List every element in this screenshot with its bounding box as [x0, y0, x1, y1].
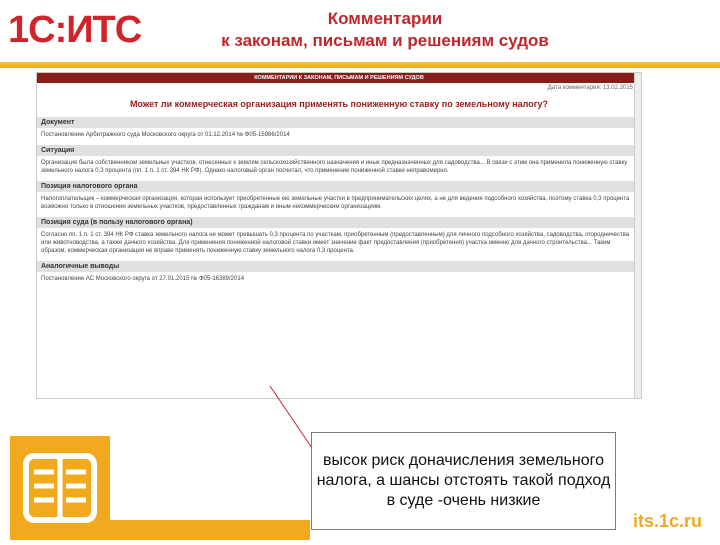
- section-text: Постановление АС Московского округа от 27.01.2015 № Ф05-16389/2014: [41, 276, 245, 282]
- title-line-2: к законам, письмам и решениям судов: [221, 31, 549, 50]
- title-line-1: Комментарии: [327, 9, 443, 28]
- section-heading: Позиция налогового органа: [37, 181, 641, 192]
- section-heading: Позиция суда (в пользу налогового органа): [37, 217, 641, 228]
- footer-accent-strip: [110, 520, 310, 540]
- section-heading: Аналогичные выводы: [37, 261, 641, 272]
- section-text: Согласно пп. 1 п. 1 ст. 394 НК РФ ставка земельного налога не может превышать 0,3 процента по участкам, приобретенным (предоставленным) для личного подсобного хозяйства, садоводства, огородничества или животноводства, а также дачного хозяйства. Для применения пониженной налоговой ставки имеет значение факт предоставления (приобретения) участка именно для дачного строительства... Таким образом, коммерческая организация не вправе применять пониженную ставку земельного налога 0,3 процента.: [41, 232, 630, 254]
- its-logo: 1С:ИТС: [8, 9, 142, 51]
- section-text: Организация была собственником земельных участков, отнесенных к землям сельскохозяйственного назначения и иных предназначенных для садоводства... В связи с этим она применила пониженную ставку земельного налога 0,3 процента (пп. 1 п. 1 ст. 394 НК РФ). Однако налоговый орган посчитал, что применение пониженной ставки неправомерно.: [41, 160, 628, 174]
- section-text: Постановление Арбитражного суда Московского округа от 01.12.2014 № Ф05-15986/2014: [41, 132, 290, 138]
- section-heading: Ситуация: [37, 145, 641, 156]
- callout-text: высок риск доначисления земельного налога, а шансы отстоять такой подход в суде -очень низкие: [316, 452, 611, 509]
- open-book-icon: [10, 436, 110, 540]
- section-heading: Документ: [37, 117, 641, 128]
- document-topbar: КОММЕНТАРИИ К ЗАКОНАМ, ПИСЬМАМ И РЕШЕНИЯМ СУДОВ: [37, 73, 641, 83]
- document-question: Может ли коммерческая организация применять пониженную ставку по земельному налогу?: [129, 99, 548, 109]
- section-text: Налогоплательщик – коммерческая организация, которая использует приобретенные ею земельные участки в предпринимательских целях, а не для ведения подсобного хозяйства, поэтому ставка 0,3 процента возможно только в отношении земельных участков, предоставленных гражданам и иным некоммерческим организациям.: [41, 196, 630, 210]
- callout-box: [311, 432, 616, 530]
- footer-url[interactable]: its.1c.ru: [632, 511, 702, 531]
- document-date: Дата комментария: 13.02.2015: [547, 85, 633, 91]
- book-icon-tile: [10, 436, 110, 540]
